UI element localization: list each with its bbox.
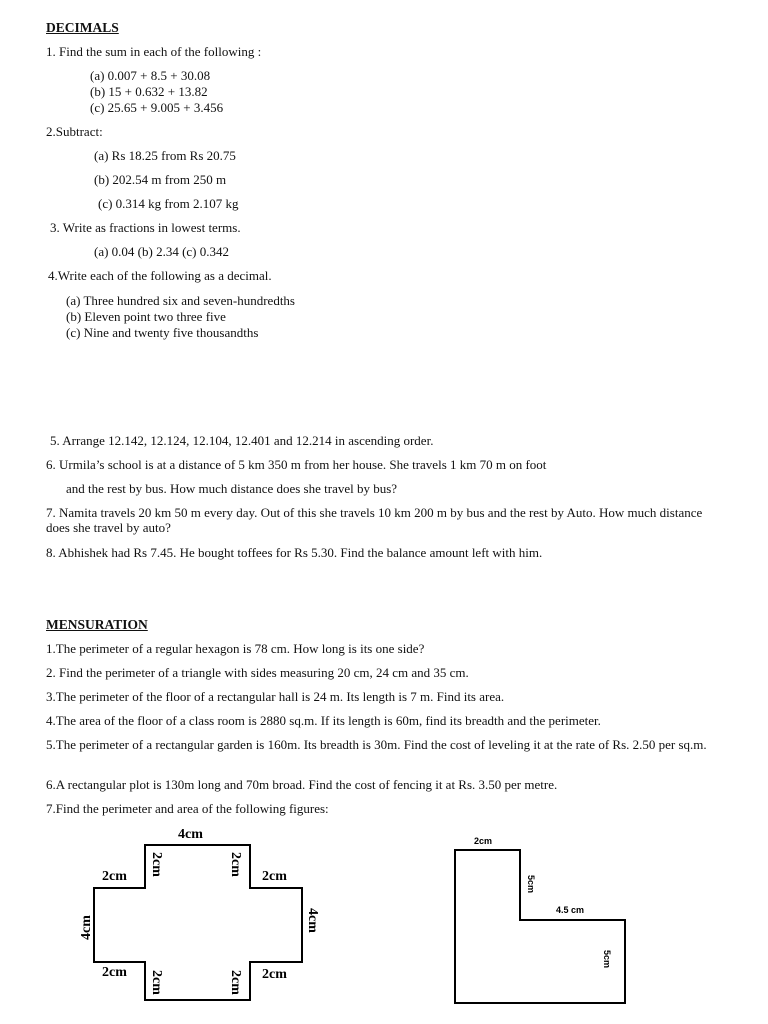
mensuration-question-6: 6.A rectangular plot is 130m long and 70m broad. Find the cost of fencing it at Rs. 3.50 per metre. bbox=[46, 777, 558, 792]
question-4-item-c: (c) Nine and twenty five thousandths bbox=[66, 325, 259, 340]
cross-label-left-arm-top: 2cm bbox=[102, 869, 127, 884]
cross-label-inner-top-left: 2cm bbox=[149, 852, 164, 877]
cross-label-top: 4cm bbox=[178, 827, 203, 842]
cross-label-right-arm-top: 2cm bbox=[262, 869, 287, 884]
mensuration-question-4: 4.The area of the floor of a class room is 2880 sq.m. If its length is 60m, find its breadth and the perimeter. bbox=[46, 713, 601, 728]
mensuration-question-5: 5.The perimeter of a rectangular garden is 160m. Its breadth is 30m. Find the cost of leveling it at the rate of Rs. 2.50 per sq.m. bbox=[46, 737, 707, 752]
l-label-top: 2cm bbox=[474, 836, 493, 846]
question-3: 3. Write as fractions in lowest terms. bbox=[50, 220, 241, 235]
question-6-line-2: and the rest by bus. How much distance does she travel by bus? bbox=[66, 481, 398, 496]
l-figure-outline bbox=[455, 850, 625, 1003]
mensuration-heading: MENSURATION bbox=[46, 617, 148, 632]
question-2-item-c: (c) 0.314 kg from 2.107 kg bbox=[98, 196, 239, 211]
l-label-step: 4.5 cm bbox=[556, 905, 585, 915]
mensuration-question-1: 1.The perimeter of a regular hexagon is 78 cm. How long is its one side? bbox=[46, 641, 425, 656]
mensuration-question-2: 2. Find the perimeter of a triangle with sides measuring 20 cm, 24 cm and 35 cm. bbox=[46, 665, 469, 680]
cross-label-inner-bottom-right: 2cm bbox=[228, 970, 243, 995]
l-label-upper-right: 5cm bbox=[526, 875, 536, 894]
l-label-lower-right: 5cm bbox=[602, 950, 612, 969]
decimals-heading: DECIMALS bbox=[46, 20, 119, 35]
question-1-item-c: (c) 25.65 + 9.005 + 3.456 bbox=[90, 100, 224, 115]
question-2-item-a: (a) Rs 18.25 from Rs 20.75 bbox=[94, 148, 236, 163]
cross-label-left: 4cm bbox=[79, 915, 94, 940]
question-5: 5. Arrange 12.142, 12.124, 12.104, 12.401 and 12.214 in ascending order. bbox=[50, 433, 434, 448]
question-8: 8. Abhishek had Rs 7.45. He bought toffees for Rs 5.30. Find the balance amount left with him. bbox=[46, 545, 543, 560]
question-3-items: (a) 0.04 (b) 2.34 (c) 0.342 bbox=[94, 244, 230, 259]
cross-label-inner-bottom-left: 2cm bbox=[149, 970, 164, 995]
question-4-item-a: (a) Three hundred six and seven-hundredths bbox=[66, 293, 295, 308]
question-2-item-b: (b) 202.54 m from 250 m bbox=[94, 172, 227, 187]
question-1-item-a: (a) 0.007 + 8.5 + 30.08 bbox=[90, 68, 211, 83]
question-6-line-1: 6. Urmila’s school is at a distance of 5 km 350 m from her house. She travels 1 km 70 m on foot bbox=[46, 457, 547, 472]
question-4: 4.Write each of the following as a decimal. bbox=[48, 268, 272, 283]
cross-label-right: 4cm bbox=[305, 908, 320, 933]
mensuration-question-7: 7.Find the perimeter and area of the following figures: bbox=[46, 801, 329, 816]
question-1: 1. Find the sum in each of the following : bbox=[46, 44, 262, 59]
question-2: 2.Subtract: bbox=[46, 124, 103, 139]
question-4-item-b: (b) Eleven point two three five bbox=[66, 309, 226, 324]
cross-label-inner-top-right: 2cm bbox=[228, 852, 243, 877]
mensuration-question-3: 3.The perimeter of the floor of a rectangular hall is 24 m. Its length is 7 m. Find its area. bbox=[46, 689, 505, 704]
cross-label-right-arm-bottom: 2cm bbox=[262, 967, 287, 982]
question-1-item-b: (b) 15 + 0.632 + 13.82 bbox=[90, 84, 208, 99]
cross-label-left-arm-bottom: 2cm bbox=[102, 965, 127, 980]
question-7: 7. Namita travels 20 km 50 m every day. Out of this she travels 10 km 200 m by bus and the rest by Auto. How much distance does she travel by auto? bbox=[46, 505, 703, 535]
